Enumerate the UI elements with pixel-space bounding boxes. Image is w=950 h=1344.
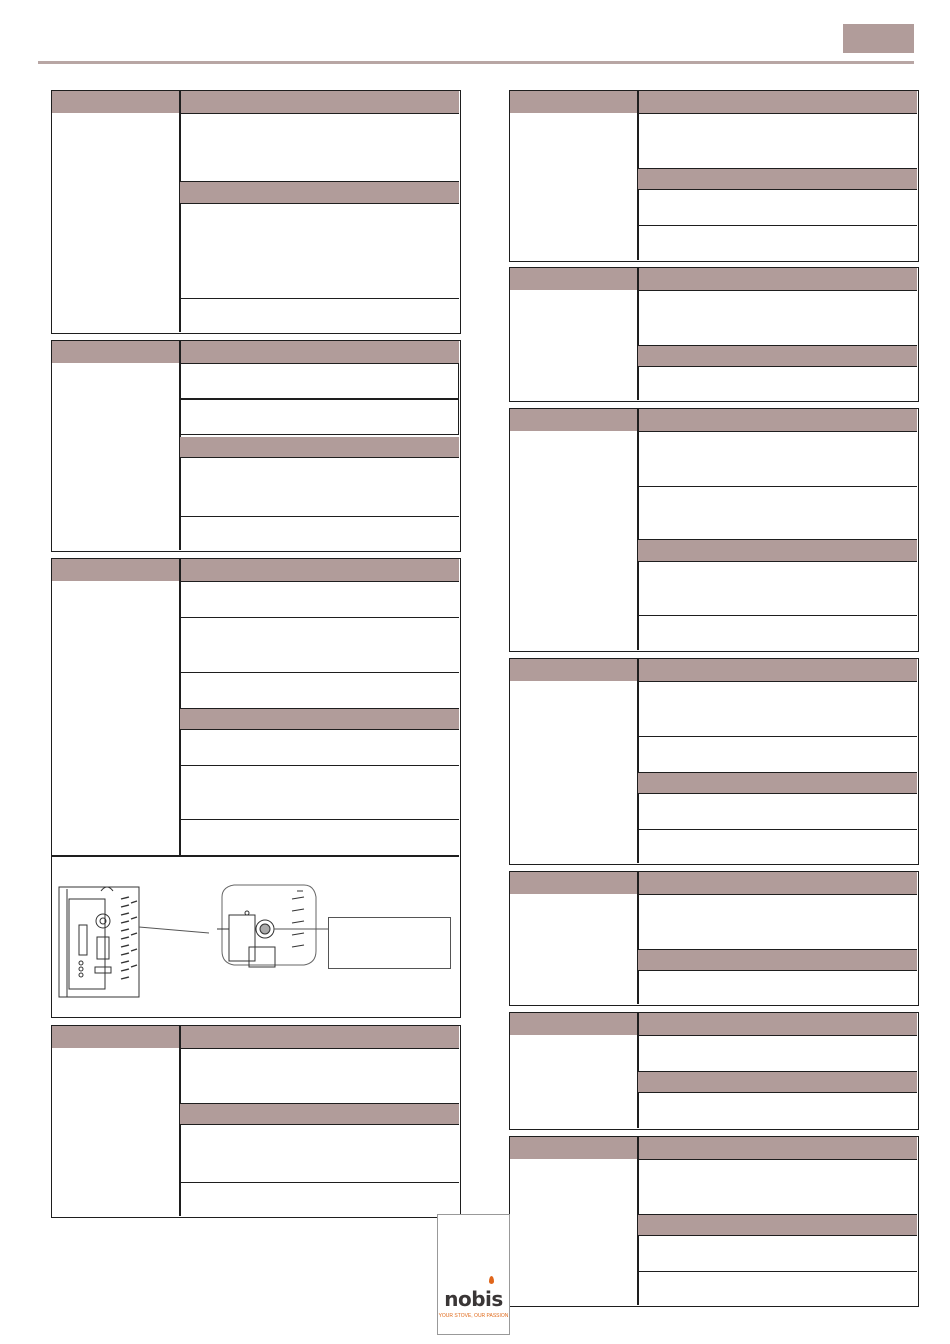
section-header xyxy=(180,1103,459,1124)
table-header xyxy=(510,91,917,113)
section-header xyxy=(638,949,917,970)
section-header xyxy=(638,345,917,366)
table-row xyxy=(638,829,917,863)
table-row xyxy=(180,819,459,855)
section-header xyxy=(638,539,917,561)
brand-logo-card xyxy=(437,1214,510,1335)
section-header xyxy=(180,181,459,203)
table-row xyxy=(180,1048,459,1103)
table-row xyxy=(638,681,917,736)
section-header xyxy=(180,708,459,729)
brand-logo-wordmark: nobis xyxy=(444,1287,503,1311)
table-left-3 xyxy=(51,558,461,1018)
table-right-3 xyxy=(509,408,919,652)
table-row xyxy=(180,617,459,672)
table-right-2 xyxy=(509,267,919,402)
table-header xyxy=(52,559,459,581)
section-header xyxy=(638,772,917,793)
flame-icon xyxy=(489,1276,494,1284)
section-header xyxy=(638,1214,917,1235)
table-row xyxy=(638,366,917,400)
table-header xyxy=(510,659,917,681)
figure-row-divider xyxy=(52,855,459,857)
table-row xyxy=(638,1092,917,1128)
table-row xyxy=(638,561,917,615)
table-row xyxy=(180,203,459,298)
table-row xyxy=(180,298,459,332)
table-row-highlighted xyxy=(180,399,459,435)
table-header xyxy=(52,1026,459,1048)
table-row xyxy=(638,486,917,539)
table-row xyxy=(180,1182,459,1216)
table-header xyxy=(510,872,917,894)
table-header xyxy=(52,341,459,363)
table-header xyxy=(510,1137,917,1159)
table-row xyxy=(638,615,917,650)
table-row xyxy=(638,113,917,168)
table-left-4 xyxy=(51,1025,461,1218)
section-header xyxy=(638,168,917,189)
table-row xyxy=(638,894,917,949)
knob-detail-drawing xyxy=(217,885,316,967)
table-row xyxy=(638,736,917,772)
header-rule xyxy=(38,61,914,64)
table-header xyxy=(510,1013,917,1035)
brand-logo-tagline: YOUR STOVE, OUR PASSION xyxy=(438,1313,509,1319)
table-row xyxy=(180,457,459,516)
table-right-1 xyxy=(509,90,919,262)
table-row xyxy=(180,581,459,617)
table-row xyxy=(180,672,459,708)
table-row xyxy=(638,1271,917,1305)
table-right-4 xyxy=(509,658,919,865)
section-header xyxy=(638,1071,917,1092)
table-row xyxy=(638,225,917,260)
table-right-7 xyxy=(509,1136,919,1307)
table-row xyxy=(638,1235,917,1271)
callout-leader xyxy=(139,927,209,933)
table-row xyxy=(638,431,917,486)
table-header xyxy=(52,91,459,113)
table-row xyxy=(638,189,917,225)
table-row xyxy=(638,1159,917,1214)
table-row-highlighted xyxy=(180,363,459,399)
table-left-2 xyxy=(51,340,461,552)
table-row xyxy=(180,1124,459,1182)
control-panel-drawing xyxy=(59,887,139,997)
table-row xyxy=(180,516,459,550)
table-row xyxy=(638,970,917,1004)
table-row xyxy=(638,793,917,829)
table-left-1 xyxy=(51,90,461,334)
table-right-6 xyxy=(509,1012,919,1130)
table-right-5 xyxy=(509,871,919,1006)
table-header xyxy=(510,409,917,431)
section-header xyxy=(180,437,459,457)
language-badge xyxy=(843,24,914,53)
table-row xyxy=(638,1035,917,1071)
table-header xyxy=(510,268,917,290)
table-row xyxy=(180,113,459,181)
table-row xyxy=(180,765,459,819)
table-row xyxy=(180,729,459,765)
figure-callout-box xyxy=(328,917,451,969)
table-row xyxy=(638,290,917,345)
